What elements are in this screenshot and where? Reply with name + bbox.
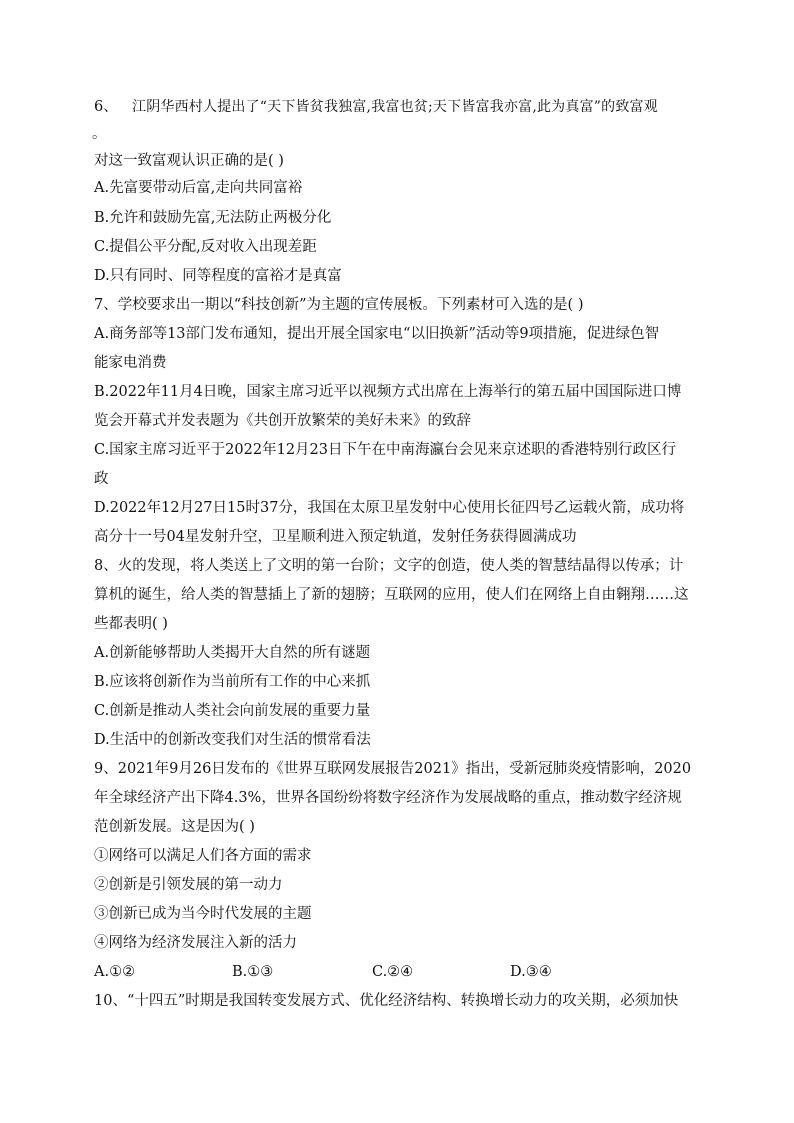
q9-stem-line2: 年全球经济产出下降4.3%，世界各国纷纷将数字经济作为发展战略的重点，推动数字经济规 <box>94 790 682 806</box>
q7-option-d-line2: 高分十一号04星发射升空，卫星顺利进入预定轨道，发射任务获得圆满成功 <box>94 529 577 545</box>
q6-option-c: C.提倡公平分配,反对收入出现差距 <box>94 239 317 255</box>
q9-stem-line1: 9、2021年9月26日发布的《世界互联网发展报告2021》指出，受新冠肺炎疫情影响，2020 <box>94 761 692 777</box>
q7-stem: 7、学校要求出一期以“科技创新”为主题的宣传展板。下列素材可入选的是( ) <box>94 297 584 313</box>
q7-option-d-line1: D.2022年12月27日15时37分，我国在太原卫星发射中心使用长征四号乙运载火箭，成功将 <box>94 500 685 516</box>
q7-option-a-line1: A.商务部等13部门发布通知，提出开展全国家电“以旧换新”活动等9项措施，促进绿色智 <box>94 326 660 342</box>
q7-option-a-line2: 能家电消费 <box>94 355 167 371</box>
q6-option-d: D.只有同时、同等程度的富裕才是真富 <box>94 268 342 284</box>
q10-stem-line1: 10、“十四五”时期是我国转变发展方式、优化经济结构、转换增长动力的攻关期，必须加快 <box>94 993 679 1009</box>
q6-stem-line1: 江阴华西村人提出了“天下皆贫我独富,我富也贫;天下皆富我亦富,此为真富”的致富观 <box>132 99 658 115</box>
q8-option-b: B.应该将创新作为当前所有工作的中心来抓 <box>94 674 371 690</box>
q9-stem-line3: 范创新发展。这是因为( ) <box>94 819 255 835</box>
q9-choice-b: B.①③ <box>232 964 274 980</box>
q6-option-b: B.允许和鼓励先富,无法防止两极分化 <box>94 210 332 226</box>
q6-stem-line2: 对这一致富观认识正确的是( ) <box>94 153 284 169</box>
q8-option-d: D.生活中的创新改变我们对生活的惯常看法 <box>94 732 371 748</box>
q6-option-a: A.先富要带动后富,走向共同富裕 <box>94 180 303 196</box>
q9-choice-a: A.①② <box>94 964 136 980</box>
q8-stem-line2: 算机的诞生，给人类的智慧插上了新的翅膀；互联网的应用，使人们在网络上自由翱翔……这 <box>94 587 689 603</box>
q9-choice-d: D.③④ <box>510 964 552 980</box>
q8-option-c: C.创新是推动人类社会向前发展的重要力量 <box>94 703 371 719</box>
q9-choices-row <box>94 962 714 982</box>
q9-statement-2: ②创新是引领发展的第一动力 <box>94 877 283 893</box>
q8-stem-line3: 些都表明( ) <box>94 616 168 632</box>
q9-choice-c: C.②④ <box>372 964 414 980</box>
q9-statement-4: ④网络为经济发展注入新的活力 <box>94 935 297 951</box>
q6-stem-tail: 。 <box>92 126 107 142</box>
q7-option-b-line2: 览会开幕式并发表题为《共创开放繁荣的美好未来》的致辞 <box>94 413 471 429</box>
q8-stem-line1: 8、火的发现，将人类送上了文明的第一台阶；文字的创造，使人类的智慧结晶得以传承；计 <box>94 558 684 574</box>
q8-option-a: A.创新能够帮助人类揭开大自然的所有谜题 <box>94 645 371 661</box>
q7-option-c-line1: C.国家主席习近平于2022年12月23日下午在中南海瀛台会见来京述职的香港特别行政区行 <box>94 442 676 458</box>
q6-number: 6、 <box>94 99 118 115</box>
q7-option-c-line2: 政 <box>94 471 109 487</box>
q7-option-b-line1: B.2022年11月4日晚，国家主席习近平以视频方式出席在上海举行的第五届中国国际进口博 <box>94 384 682 400</box>
q9-statement-3: ③创新已成为当今时代发展的主题 <box>94 906 312 922</box>
q9-statement-1: ①网络可以满足人们各方面的需求 <box>94 848 312 864</box>
